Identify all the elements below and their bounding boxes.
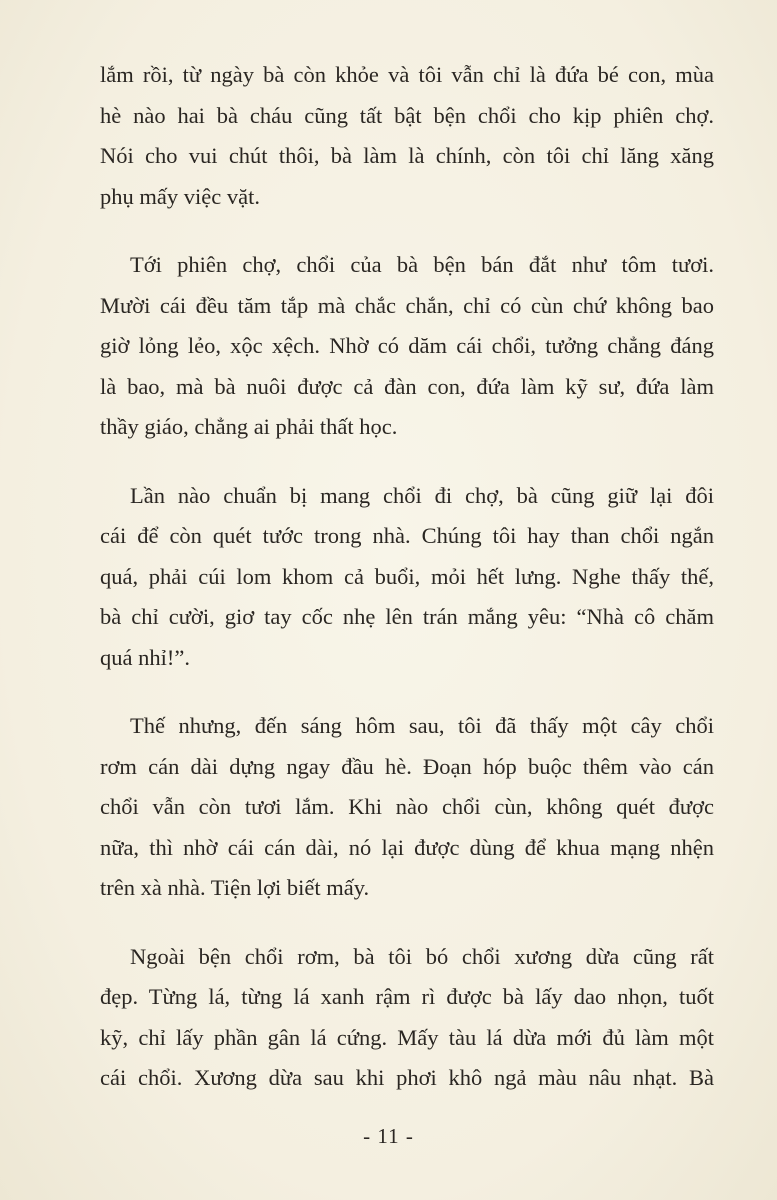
- text-line: chổi vẫn còn tươi lắm. Khi nào chổi cùn, không quét được: [100, 794, 714, 819]
- text-line: bà chỉ cười, giơ tay cốc nhẹ lên trán mắng yêu: “Nhà cô chăm: [100, 604, 714, 629]
- text-line: là bao, mà bà nuôi được cả đàn con, đứa làm kỹ sư, đứa làm: [100, 373, 714, 399]
- paragraph: [100, 706, 714, 909]
- text-line: phụ mấy việc vặt.: [100, 183, 260, 209]
- text-line: lắm rồi, từ ngày bà còn khỏe và tôi vẫn chỉ là đứa bé con, mùa: [100, 62, 714, 87]
- text-line: nữa, thì nhờ cái cán dài, nó lại được dùng để khua mạng nhện: [100, 834, 714, 860]
- text-line: kỹ, chỉ lấy phần gân lá cứng. Mấy tàu lá dừa mới đủ làm một: [100, 1024, 714, 1050]
- text-line: đẹp. Từng lá, từng lá xanh rậm rì được bà lấy dao nhọn, tuốt: [100, 984, 714, 1009]
- text-line: trên xà nhà. Tiện lợi biết mấy.: [100, 875, 370, 900]
- page-number: - 11 -: [363, 1124, 414, 1148]
- text-line: rơm cán dài dựng ngay đầu hè. Đoạn hóp buộc thêm vào cán: [100, 753, 714, 779]
- text-line: Lần nào chuẩn bị mang chổi đi chợ, bà cũng giữ lại đôi: [130, 482, 714, 508]
- text-line: cái chổi. Xương dừa sau khi phơi khô ngả màu nâu nhạt. Bà: [100, 1065, 714, 1090]
- text-line: Ngoài bện chổi rơm, bà tôi bó chổi xương dừa cũng rất: [130, 943, 714, 969]
- text-line: quá, phải cúi lom khom cả buổi, mỏi hết lưng. Nghe thấy thế,: [100, 563, 714, 589]
- text-line: cái để còn quét tước trong nhà. Chúng tôi hay than chổi ngắn: [100, 523, 714, 548]
- text-line: giờ lỏng lẻo, xộc xệch. Nhờ có dăm cái chổi, tưởng chẳng đáng: [100, 333, 714, 358]
- text-line: Nói cho vui chút thôi, bà làm là chính, còn tôi chỉ lăng xăng: [100, 143, 714, 168]
- paragraph: [100, 55, 714, 217]
- text-line: thầy giáo, chẳng ai phải thất học.: [100, 414, 398, 439]
- paragraph: [100, 937, 714, 1099]
- text-line: hè nào hai bà cháu cũng tất bật bện chổi cho kịp phiên chợ.: [100, 102, 714, 128]
- text-line: Mười cái đều tăm tắp mà chắc chắn, chỉ có cùn chứ không bao: [100, 292, 714, 318]
- paragraph: [100, 245, 714, 448]
- body-text: [100, 55, 714, 1099]
- paragraph: [100, 476, 714, 679]
- text-line: quá nhỉ!”.: [100, 644, 190, 670]
- text-line: Thế nhưng, đến sáng hôm sau, tôi đã thấy một cây chổi: [130, 713, 714, 738]
- text-line: Tới phiên chợ, chổi của bà bện bán đắt như tôm tươi.: [130, 252, 714, 277]
